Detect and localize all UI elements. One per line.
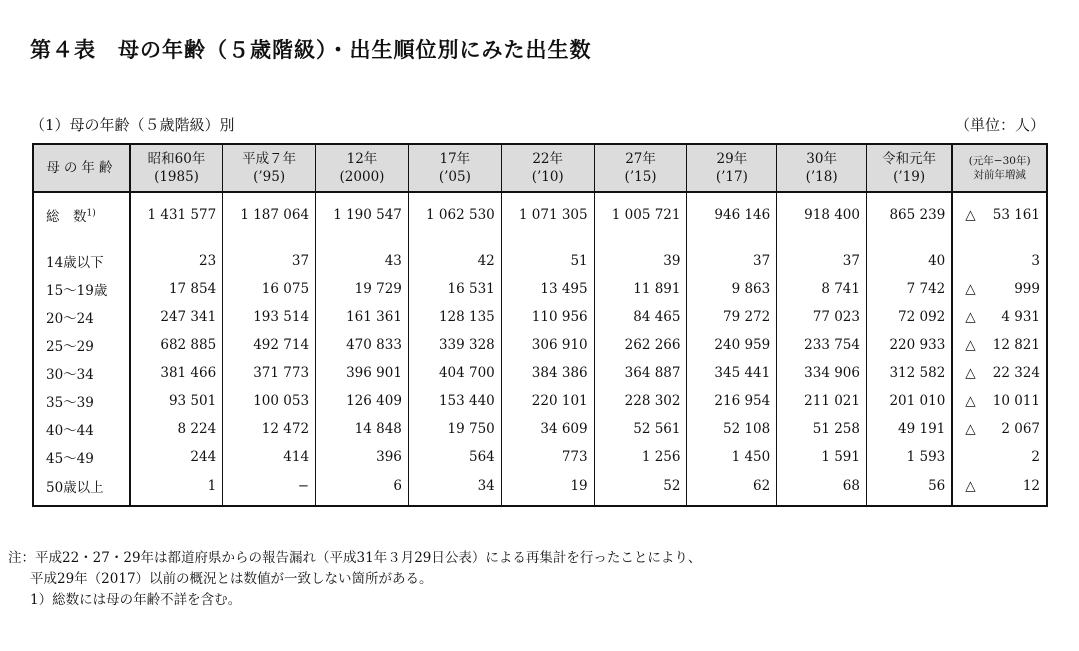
table-cell: 100 053 <box>223 387 316 415</box>
table-cell: 414 <box>223 443 316 471</box>
table-cell: 1 450 <box>687 443 777 471</box>
row-label: 30〜34 <box>33 359 130 387</box>
table-row <box>33 359 1047 387</box>
table-cell: 161 361 <box>316 303 409 331</box>
table-cell: 37 <box>777 243 867 275</box>
table-cell: 77 023 <box>777 303 867 331</box>
table-cell: 201 010 <box>866 387 952 415</box>
table-cell: 19 <box>501 471 594 506</box>
table-cell: 12 472 <box>223 415 316 443</box>
table-cell: 23 <box>130 243 223 275</box>
column-header: 17年 (’05) <box>408 144 501 192</box>
table-cell: 6 <box>316 471 409 506</box>
table-cell: 84 465 <box>594 303 687 331</box>
table-cell: 51 258 <box>777 415 867 443</box>
table-cell: 68 <box>777 471 867 506</box>
table-cell: 364 887 <box>594 359 687 387</box>
table-cell: 42 <box>408 243 501 275</box>
column-header: 27年 (’15) <box>594 144 687 192</box>
table-cell: 126 409 <box>316 387 409 415</box>
table-cell: 381 466 <box>130 359 223 387</box>
table-cell: 193 514 <box>223 303 316 331</box>
footnote: 平成29年（2017）以前の概況とは数値が一致しない箇所がある。 <box>30 571 433 587</box>
births-table <box>32 143 1048 507</box>
table-cell: 52 108 <box>687 415 777 443</box>
decrease-mark: △ <box>965 309 976 325</box>
table-cell: 1 062 530 <box>408 192 501 237</box>
table-cell: 1 071 305 <box>501 192 594 237</box>
column-header: 30年 (’18) <box>777 144 867 192</box>
footnote-marker: 1) <box>86 208 96 219</box>
table-cell: 39 <box>594 243 687 275</box>
table-header-row <box>33 144 1047 192</box>
table-cell: 1 005 721 <box>594 192 687 237</box>
table-cell: 40 <box>866 243 952 275</box>
decrease-mark: △ <box>965 393 976 409</box>
footnotes <box>8 548 701 611</box>
table-cell: 37 <box>223 243 316 275</box>
table-cell: 110 956 <box>501 303 594 331</box>
column-header: 12年 (2000) <box>316 144 409 192</box>
table-cell: 16 531 <box>408 275 501 303</box>
change-cell: △ 2 067 <box>952 415 1047 443</box>
table-cell: 79 272 <box>687 303 777 331</box>
table-cell: 240 959 <box>687 331 777 359</box>
total-row <box>33 192 1047 237</box>
row-label: 14歳以下 <box>33 243 130 275</box>
table-cell: 247 341 <box>130 303 223 331</box>
table-cell: 345 441 <box>687 359 777 387</box>
row-label: 25〜29 <box>33 331 130 359</box>
change-cell: △ 12 <box>952 471 1047 506</box>
change-cell: △ 10 011 <box>952 387 1047 415</box>
change-cell: △ 53 161 <box>952 192 1047 237</box>
table-cell: 396 901 <box>316 359 409 387</box>
row-label: 20〜24 <box>33 303 130 331</box>
table-row <box>33 331 1047 359</box>
table-cell: 17 854 <box>130 275 223 303</box>
table-cell: 220 933 <box>866 331 952 359</box>
decrease-mark: △ <box>965 421 976 437</box>
table-cell: 946 146 <box>687 192 777 237</box>
table-cell: 1 591 <box>777 443 867 471</box>
row-label: 45〜49 <box>33 443 130 471</box>
unit-label: （単位：人） <box>954 116 1045 134</box>
table-row <box>33 275 1047 303</box>
decrease-mark: △ <box>965 365 976 381</box>
table-cell: 682 885 <box>130 331 223 359</box>
table-cell: 371 773 <box>223 359 316 387</box>
table-cell: 306 910 <box>501 331 594 359</box>
table-cell: 62 <box>687 471 777 506</box>
table-cell: 1 431 577 <box>130 192 223 237</box>
table-cell: 216 954 <box>687 387 777 415</box>
column-header: 昭和60年 (1985) <box>130 144 223 192</box>
table-row <box>33 303 1047 331</box>
footnote: 1）総数には母の年齢不詳を含む。 <box>30 592 242 608</box>
table-cell: 56 <box>866 471 952 506</box>
table-cell: 228 302 <box>594 387 687 415</box>
table-cell: 37 <box>687 243 777 275</box>
table-subtitle: （1）母の年齢（５歳階級）別 <box>30 116 235 134</box>
table-cell: 9 863 <box>687 275 777 303</box>
table-cell: 93 501 <box>130 387 223 415</box>
row-label: 35〜39 <box>33 387 130 415</box>
table-cell: 11 891 <box>594 275 687 303</box>
table-cell: 128 135 <box>408 303 501 331</box>
table-cell: 384 386 <box>501 359 594 387</box>
table-cell: 43 <box>316 243 409 275</box>
table-cell: 16 075 <box>223 275 316 303</box>
table-cell: 34 609 <box>501 415 594 443</box>
table-cell: 773 <box>501 443 594 471</box>
table-cell: 1 187 064 <box>223 192 316 237</box>
change-cell: 2 <box>952 443 1047 471</box>
table-row <box>33 443 1047 471</box>
table-cell: 14 848 <box>316 415 409 443</box>
table-cell: 8 741 <box>777 275 867 303</box>
decrease-mark: △ <box>965 281 976 297</box>
table-cell: 34 <box>408 471 501 506</box>
change-cell: 3 <box>952 243 1047 275</box>
table-cell: 918 400 <box>777 192 867 237</box>
table-cell: 19 729 <box>316 275 409 303</box>
row-label: 40〜44 <box>33 415 130 443</box>
table-cell: 492 714 <box>223 331 316 359</box>
table-cell: 1 593 <box>866 443 952 471</box>
table-row <box>33 415 1047 443</box>
table-cell: 49 191 <box>866 415 952 443</box>
change-cell: △ 4 931 <box>952 303 1047 331</box>
table-cell: 396 <box>316 443 409 471</box>
table-cell: 7 742 <box>866 275 952 303</box>
table-cell: 211 021 <box>777 387 867 415</box>
row-label: 15〜19歳 <box>33 275 130 303</box>
decrease-mark: △ <box>965 478 976 494</box>
column-header: 29年 (’17) <box>687 144 777 192</box>
change-cell: △ 999 <box>952 275 1047 303</box>
table-cell: − <box>223 471 316 506</box>
table-row <box>33 387 1047 415</box>
row-label: 50歳以上 <box>33 471 130 506</box>
table-cell: 334 906 <box>777 359 867 387</box>
decrease-mark: △ <box>965 207 976 223</box>
table-cell: 470 833 <box>316 331 409 359</box>
row-header: 母の年齢 <box>33 144 130 192</box>
table-cell: 865 239 <box>866 192 952 237</box>
column-header: 令和元年 (’19) <box>866 144 952 192</box>
table-cell: 13 495 <box>501 275 594 303</box>
table-cell: 220 101 <box>501 387 594 415</box>
footnote: 注：平成22・27・29年は都道府県からの報告漏れ（平成31年３月29日公表）による再集計を行ったことにより、 <box>8 550 702 566</box>
table-cell: 244 <box>130 443 223 471</box>
table-cell: 51 <box>501 243 594 275</box>
table-cell: 52 <box>594 471 687 506</box>
table-cell: 1 <box>130 471 223 506</box>
page-title: 第４表 母の年齢（５歳階級）・出生順位別にみた出生数 <box>30 38 592 62</box>
table-cell: 262 266 <box>594 331 687 359</box>
change-cell: △ 22 324 <box>952 359 1047 387</box>
table-cell: 153 440 <box>408 387 501 415</box>
column-header: 平成７年 (’95) <box>223 144 316 192</box>
change-column-header: (元年−30年) 対前年増減 <box>952 144 1047 192</box>
table-row <box>33 243 1047 275</box>
table-row <box>33 471 1047 506</box>
table-cell: 1 190 547 <box>316 192 409 237</box>
table-cell: 312 582 <box>866 359 952 387</box>
table-cell: 8 224 <box>130 415 223 443</box>
table-cell: 1 256 <box>594 443 687 471</box>
table-cell: 404 700 <box>408 359 501 387</box>
table-cell: 339 328 <box>408 331 501 359</box>
table-cell: 72 092 <box>866 303 952 331</box>
change-cell: △ 12 821 <box>952 331 1047 359</box>
table-cell: 564 <box>408 443 501 471</box>
table-cell: 52 561 <box>594 415 687 443</box>
decrease-mark: △ <box>965 337 976 353</box>
column-header: 22年 (’10) <box>501 144 594 192</box>
total-label: 総 数$^{1)}$ <box>33 192 130 237</box>
table-cell: 233 754 <box>777 331 867 359</box>
table-cell: 19 750 <box>408 415 501 443</box>
